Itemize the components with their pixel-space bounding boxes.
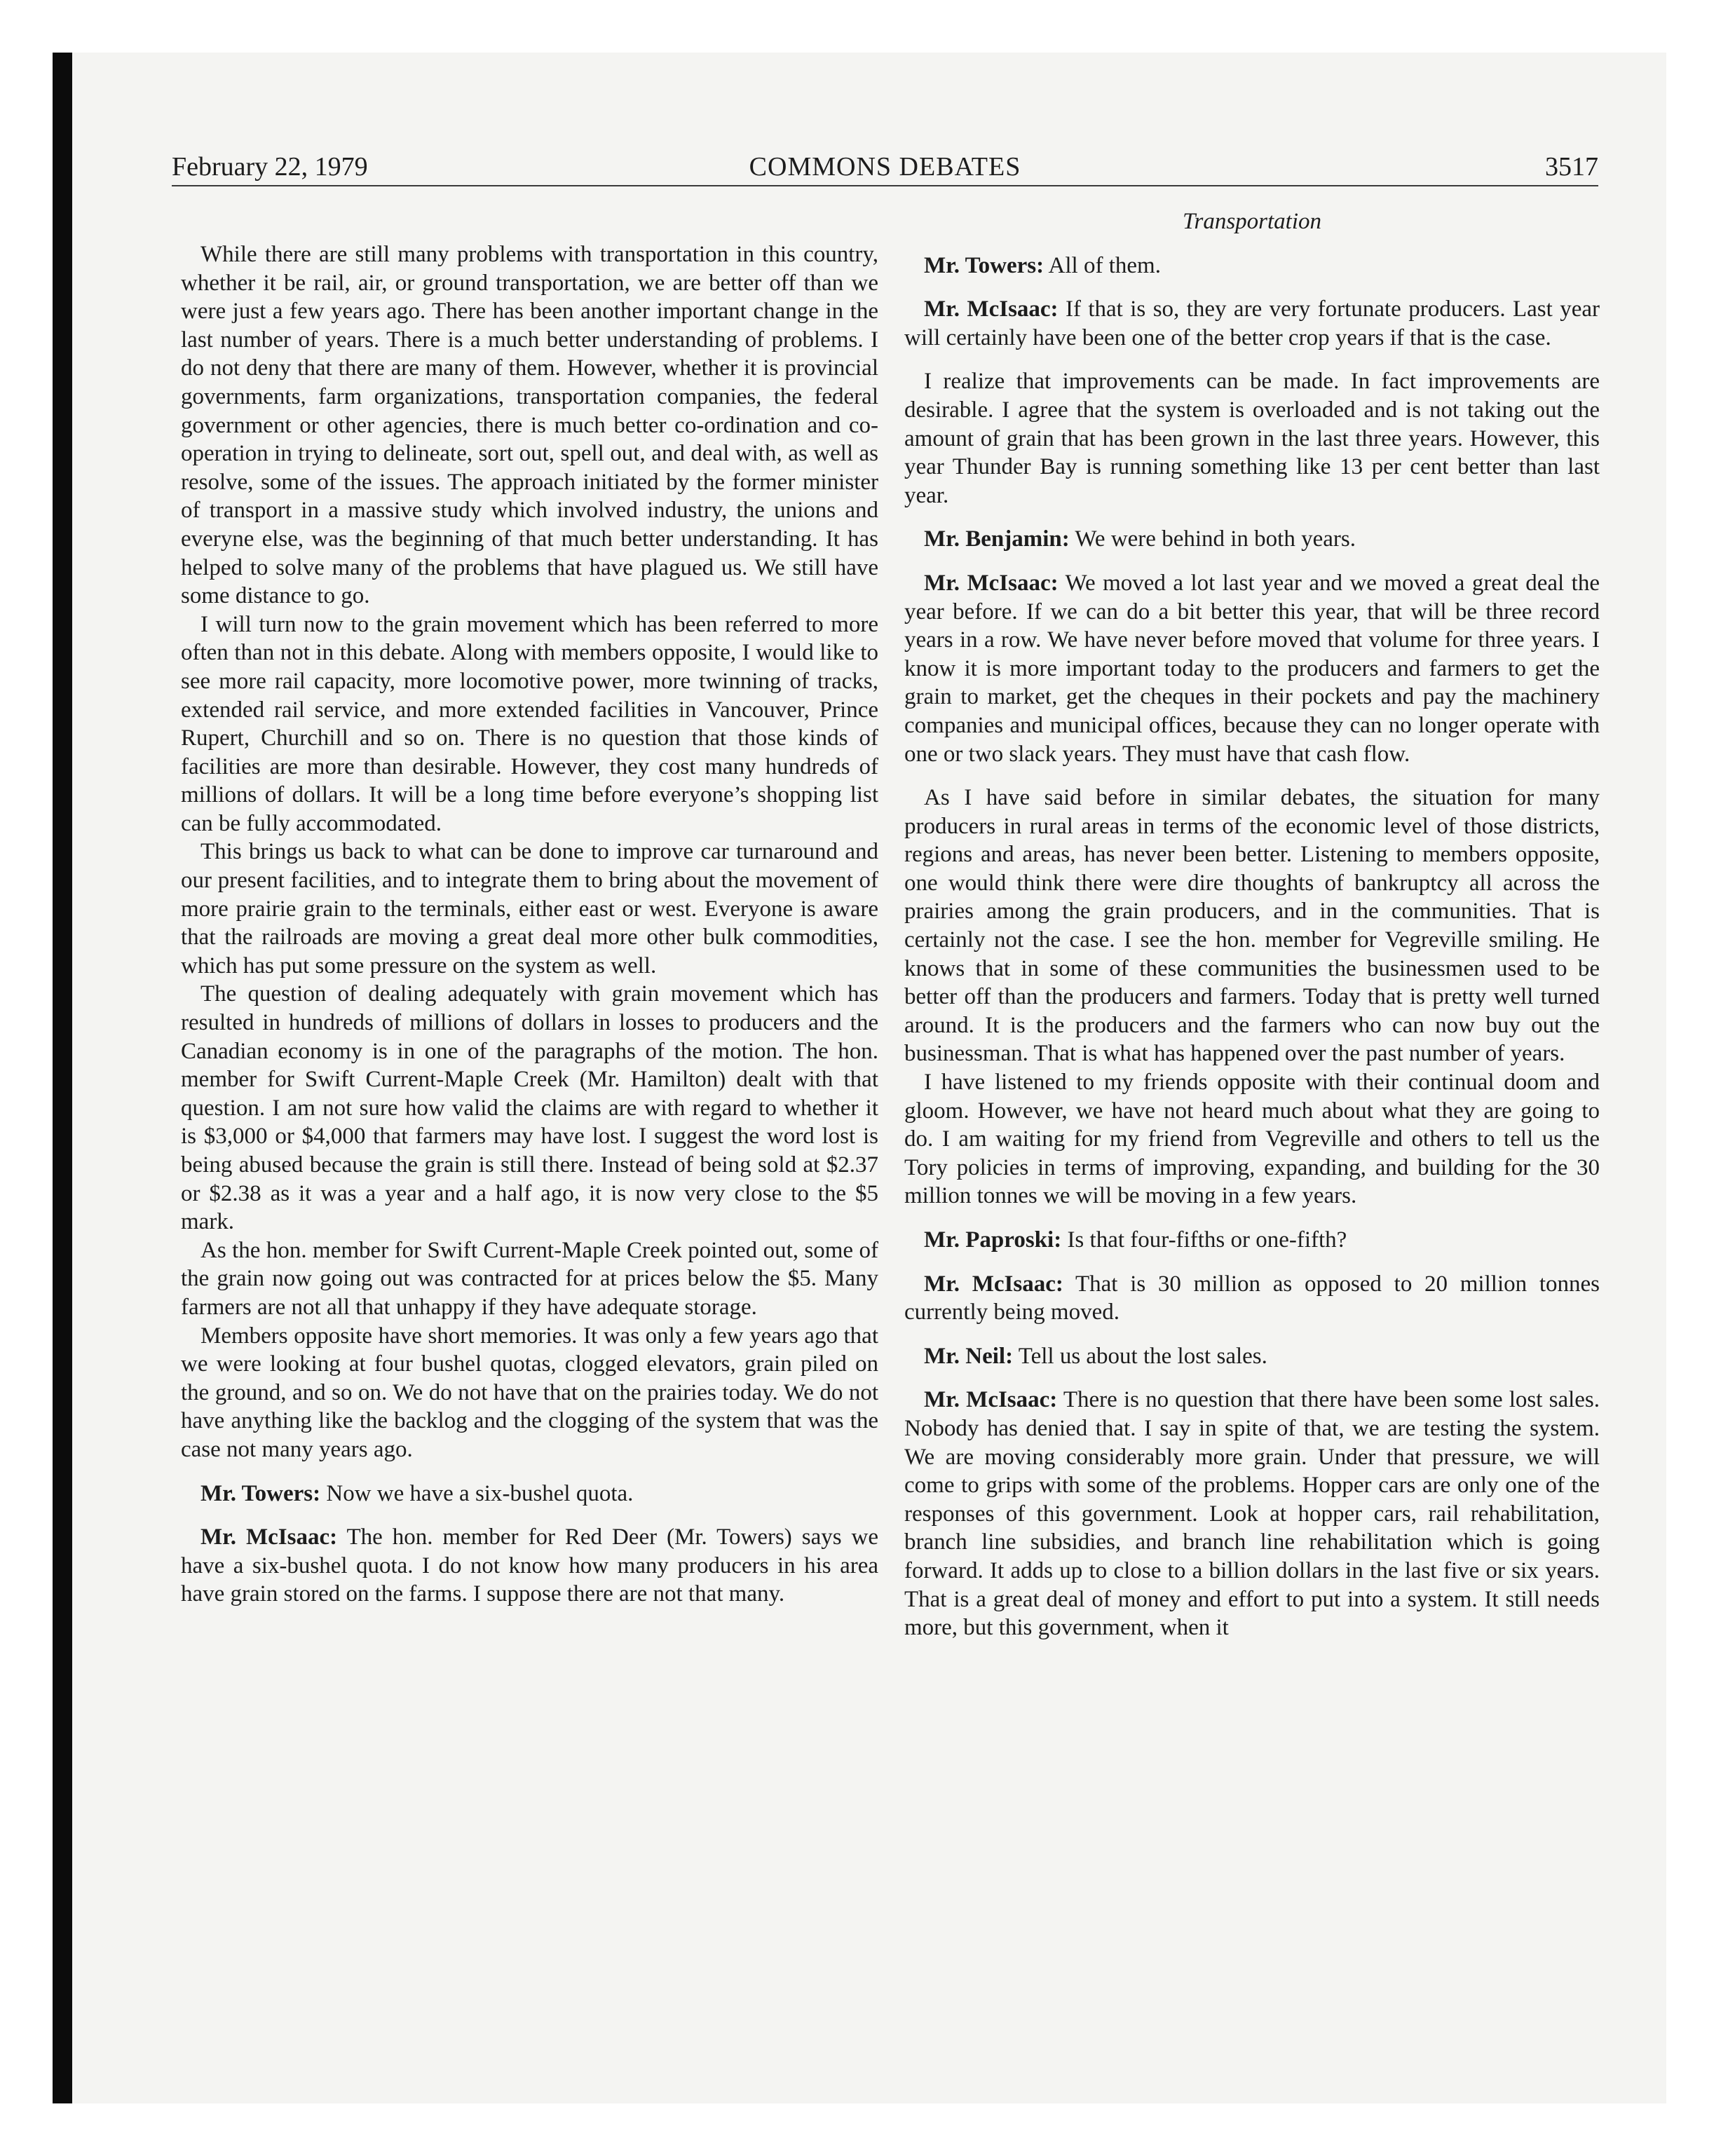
body-paragraph [181,838,878,980]
paragraph-text: All of them. [1048,252,1161,278]
paragraph-text: Now we have a six-bushel quota. [326,1480,634,1506]
paragraph-text: We moved a lot last year and we moved a great deal the year before. If we can do a bit better this year, that will be three record years in a row. We have never before moved that volume for three years. I know it is more important today to the producers and farmers to get the grain to market, get the cheques in their pockets and pay the machinery companies and municipal offices, because they can no longer operate with one or two slack years. They must have that cash flow. [904,570,1600,767]
speaker-name: Mr. McIsaac: [924,1387,1058,1413]
paragraph-text: We were behind in both years. [1075,526,1356,552]
body-paragraph [181,980,878,1236]
speech-paragraph [904,252,1600,280]
speech-paragraph [904,1386,1600,1642]
speaker-name: Mr. McIsaac: [200,1524,338,1550]
paragraph-text: While there are still many problems with transportation in this country, whether it be rail, air, or ground transportation, we are better off than we were just a few years ago. There has been another important change in the last number of years. There is a much better understanding of problems. I do not deny that there are many of them. However, whether it is provincial governments, farm organizations, transportation companies, the federal government or other agencies, there is much better co-ordination and co-operation in trying to delineate, sort out, spell out, and deal with, as well as resolve, some of the issues. The approach initiated by the former minister of transport in a massive study which involved industry, the unions and everyne else, was the beginning of that much better understanding. It has helped to solve many of the problems that have plagued us. We still have some distance to go. [181,242,878,609]
page-header [172,149,1598,185]
speaker-name: Mr. Towers: [200,1480,321,1506]
body-paragraph [904,784,1600,1068]
paragraph-text: The question of dealing adequately with grain movement which has resulted in hundreds of millions of dollars in losses to producers and the Canadian economy is in one of the paragraphs of the motion. The hon. member for Swift Current-Maple Creek (Mr. Hamilton) dealt with that question. I am not sure how valid the claims are with regard to whether it is $3,000 or $4,000 that farmers may have lost. I suggest the word lost is being abused because the grain is still there. Instead of being sold at $2.37 or $2.38 as it was a year and a half ago, it is now very close to the $5 mark. [181,981,878,1235]
header-publication: COMMONS DEBATES [749,152,1021,182]
speech-paragraph [181,1480,878,1508]
paragraph-text: Members opposite have short memories. It was only a few years ago that we were looking at four bushel quotas, clogged elevators, grain piled on the ground, and so on. We do not have that on the prairies today. We do not have anything like the backlog and the clogging of the system that was the case not many years ago. [181,1323,878,1462]
speaker-name: Mr. Benjamin: [924,526,1070,552]
speaker-name: Mr. McIsaac: [924,296,1059,322]
speech-paragraph [904,1342,1600,1371]
header-rule [172,185,1598,186]
paragraph-text: This brings us back to what can be done to improve car turnaround and our present facilities, and to integrate them to bring about the movement of more prairie grain to the terminals, either east or west. Everyone is aware that the railroads are moving a great deal more other bulk commodities, which has put some pressure on the system as well. [181,839,878,978]
paragraph-text: I will turn now to the grain movement which has been referred to more often than not in this debate. Along with members opposite, I would like to see more rail capacity, more locomotive power, more twinning of tracks, extended rail service, and more extended facilities in Vancouver, Prince Rupert, Churchill and so on. There is no question that those kinds of facilities are more than desirable. However, they cost many hundreds of millions of dollars. It will be a long time before everyone’s shopping list can be fully accommodated. [181,611,878,836]
paragraph-text: Tell us about the lost sales. [1018,1343,1267,1369]
body-paragraph [181,240,878,610]
paragraph-text: The hon. member for Red Deer (Mr. Towers) says we have a six-bushel quota. I do not know how many producers in his area have grain stored on the farms. I suppose there are not that many. [181,1524,878,1607]
paragraph-text: If that is so, they are very fortunate producers. Last year will certainly have been one of the better crop years if that is the case. [904,296,1600,350]
speaker-name: Mr. McIsaac: [924,1271,1063,1297]
body-paragraph [904,1068,1600,1210]
paragraph-text: There is no question that there have been some lost sales. Nobody has denied that. I say in spite of that, we are testing the system. We are moving considerably more grain. Under that pressure, we will come to grips with some of the problems. Hopper cars are only one of the responses of this government. Look at hopper cars, rail rehabilitation, branch line subsidies, and branch line rehabilitation which is going forward. It adds up to close to a billion dollars in the last five or six years. That is a great deal of money and effort to put into a system. It still needs more, but this government, when it [904,1387,1600,1641]
section-heading: Transportation [1182,209,1322,234]
header-date: February 22, 1979 [172,152,368,182]
speech-paragraph [181,1523,878,1609]
speech-paragraph [904,569,1600,768]
speaker-name: Mr. Towers: [924,252,1045,278]
speech-paragraph [904,525,1600,554]
scan-edge-shadow [53,53,72,2103]
speaker-name: Mr. Neil: [924,1343,1014,1369]
speaker-name: Mr. Paproski: [924,1227,1062,1253]
speaker-name: Mr. McIsaac: [924,570,1059,596]
left-column [181,240,878,1609]
paragraph-text: As I have said before in similar debates, the situation for many producers in rural areas in terms of the economic level of those districts, regions and areas, has never been better. Listening to members opposite, one would think there were dire thoughts of bankruptcy all across the prairies among the grain producers, and in the communities. That is certainly not the case. I see the hon. member for Vegreville smiling. He knows that in some of these communities the businessmen used to be better off than the producers and farmers. Today that is pretty well turned around. It is the producers and the farmers who can now buy out the businessman. That is what has happened over the past number of years. [904,785,1600,1067]
paragraph-text: As the hon. member for Swift Current-Maple Creek pointed out, some of the grain now going out was contracted for at prices below the $5. Many farmers are not all that unhappy if they have adequate storage. [181,1237,878,1320]
body-paragraph [181,610,878,838]
body-paragraph [181,1322,878,1464]
paragraph-text: I realize that improvements can be made. In fact improvements are desirable. I agree that the system is overloaded and is not taking out the amount of grain that has been grown in the last three years. However, this year Thunder Bay is running something like 13 per cent better than last year. [904,369,1600,508]
paragraph-text: That is 30 million as opposed to 20 million tonnes currently being moved. [904,1271,1600,1325]
right-column [904,207,1600,1642]
speech-paragraph [904,1226,1600,1255]
body-paragraph [181,1236,878,1322]
paragraph-text: Is that four-fifths or one-fifth? [1067,1227,1347,1253]
speech-paragraph [904,295,1600,352]
body-paragraph [904,367,1600,510]
speech-paragraph [904,1270,1600,1327]
header-page-number: 3517 [1545,152,1598,182]
paragraph-text: I have listened to my friends opposite with their continual doom and gloom. However, we have not heard much about what they are going to do. I am waiting for my friend from Vegreville and others to tell us the Tory policies in terms of improving, expanding, and building for the 30 million tonnes we will be moving in a few years. [904,1070,1600,1209]
